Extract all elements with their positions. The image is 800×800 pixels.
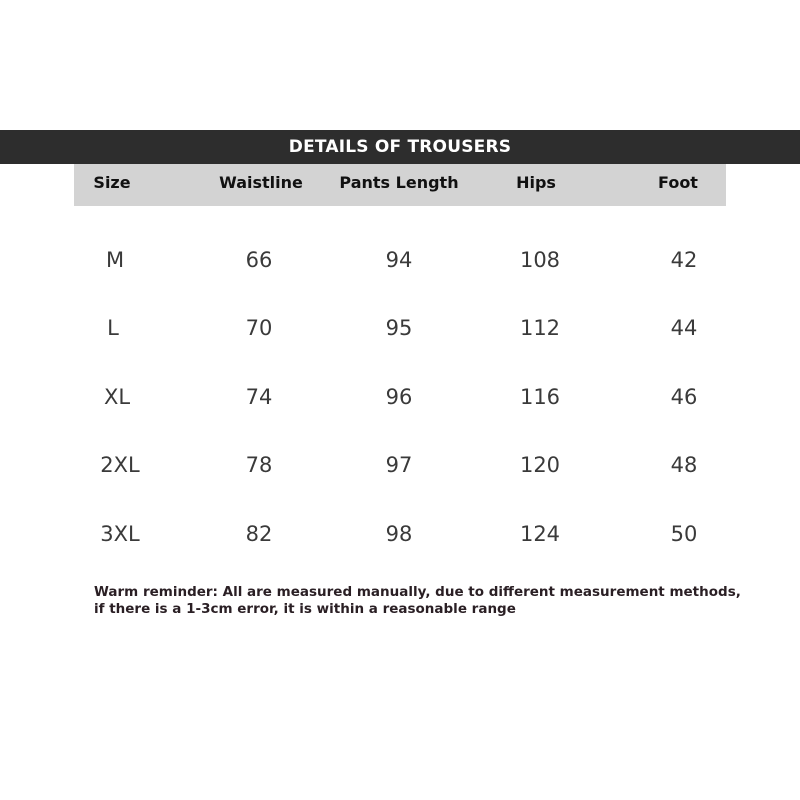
header-pants-length: Pants Length — [339, 173, 459, 192]
cell-hips: 124 — [519, 522, 561, 546]
cell-foot: 46 — [670, 385, 698, 409]
cell-waistline: 66 — [245, 248, 273, 272]
cell-hips: 112 — [519, 316, 561, 340]
table-row — [0, 248, 800, 288]
cell-size: 3XL — [100, 522, 140, 546]
cell-size: L — [107, 316, 119, 340]
cell-waistline: 82 — [245, 522, 273, 546]
header-hips: Hips — [516, 173, 556, 192]
measurement-note: Warm reminder: All are measured manually, due to different measurement methods, if there is a 1-3cm error, it is within a reasonable range — [94, 584, 741, 617]
header-size: Size — [93, 173, 131, 192]
header-foot: Foot — [658, 173, 698, 192]
cell-waistline: 78 — [245, 453, 273, 477]
cell-waistline: 70 — [245, 316, 273, 340]
cell-pants-length: 98 — [385, 522, 413, 546]
table-row — [0, 522, 800, 562]
cell-pants-length: 97 — [385, 453, 413, 477]
cell-size: M — [105, 248, 125, 272]
table-row — [0, 316, 800, 356]
table-title: DETAILS OF TROUSERS — [0, 130, 800, 164]
cell-waistline: 74 — [245, 385, 273, 409]
cell-size: 2XL — [100, 453, 140, 477]
cell-foot: 42 — [670, 248, 698, 272]
cell-pants-length: 94 — [385, 248, 413, 272]
cell-hips: 116 — [519, 385, 561, 409]
cell-foot: 50 — [670, 522, 698, 546]
header-waistline: Waistline — [219, 173, 303, 192]
cell-pants-length: 96 — [385, 385, 413, 409]
cell-hips: 120 — [519, 453, 561, 477]
cell-foot: 48 — [670, 453, 698, 477]
cell-hips: 108 — [519, 248, 561, 272]
cell-foot: 44 — [670, 316, 698, 340]
cell-pants-length: 95 — [385, 316, 413, 340]
table-row — [0, 385, 800, 425]
table-row — [0, 453, 800, 493]
cell-size: XL — [103, 385, 131, 409]
